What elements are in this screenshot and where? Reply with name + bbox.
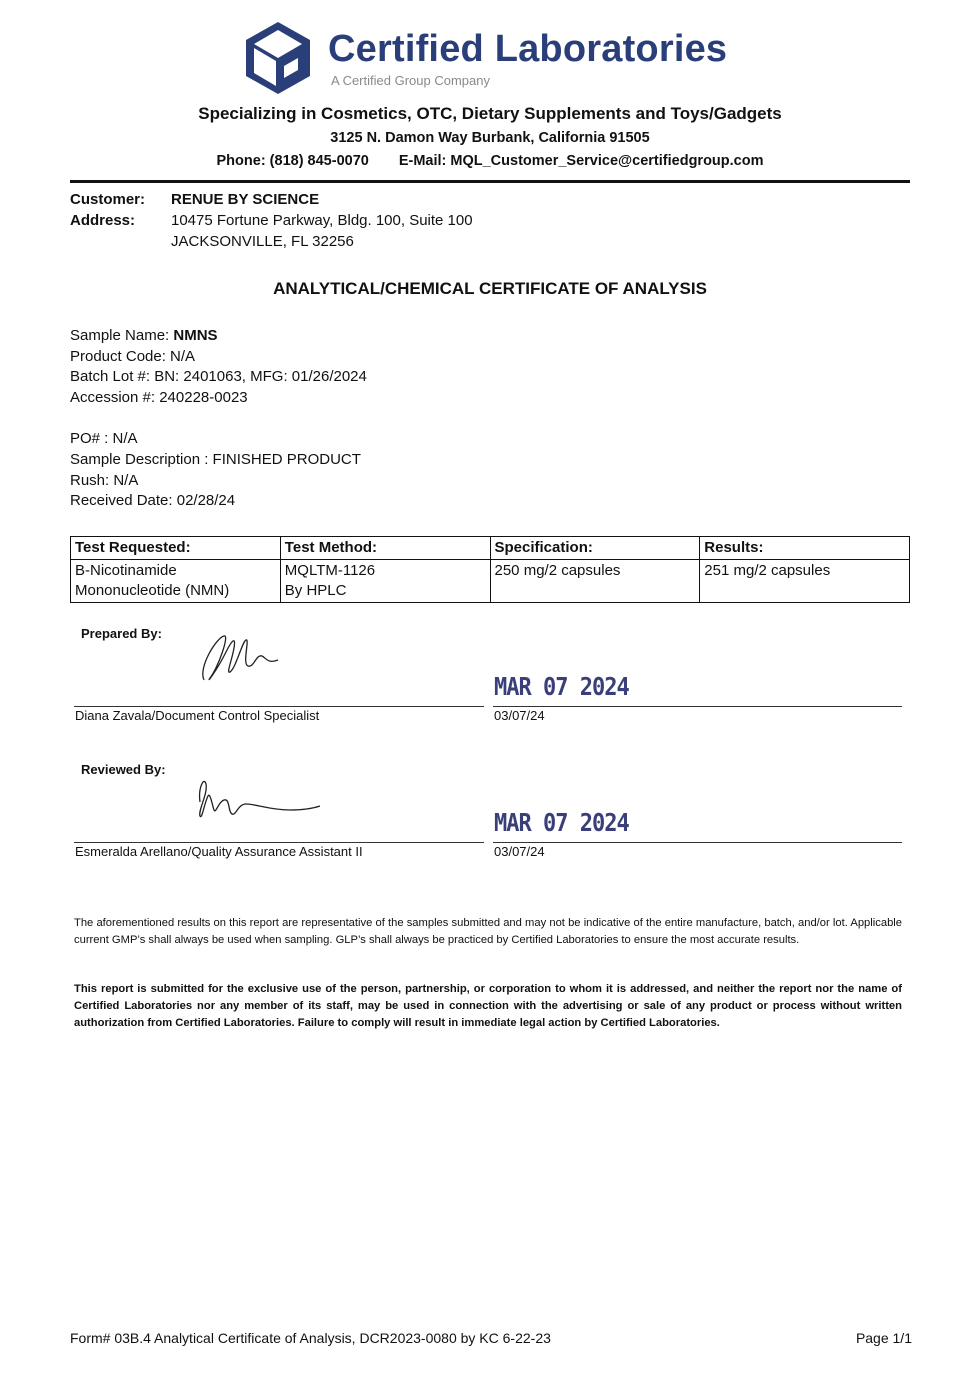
company-address: 3125 N. Damon Way Burbank, California 91505 [330, 130, 650, 146]
sample-name [70, 327, 218, 344]
company-phone: Phone: (818) 845-0070 [216, 153, 369, 169]
batch-lot: Batch Lot #: BN: 2401063, MFG: 01/26/2024 [70, 368, 367, 385]
accession-number: Accession #: 240228-0023 [70, 389, 248, 406]
prepared-date-line [493, 706, 902, 707]
address-label: Address: [70, 212, 136, 229]
page-number: Page 1/1 [855, 1330, 912, 1346]
cell-test-method [280, 560, 490, 603]
prepared-date-stamp: MAR 07 2024 [494, 673, 629, 702]
customer-name: RENUE BY SCIENCE [171, 191, 320, 208]
header-divider [70, 180, 910, 183]
company-email: E-Mail: MQL_Customer_Service@certifiedgroup.com [398, 153, 764, 169]
sample-name-label: Sample Name: [70, 327, 174, 344]
reviewed-name-line [74, 842, 484, 843]
table-header-row [71, 537, 910, 560]
reviewed-date-line [493, 842, 902, 843]
header-results: Results: [700, 537, 910, 560]
reviewed-date-stamp: MAR 07 2024 [494, 809, 629, 838]
customer-address-line1: 10475 Fortune Parkway, Bldg. 100, Suite 100 [171, 212, 473, 229]
po-number: PO# : N/A [70, 430, 138, 447]
company-tagline: Specializing in Cosmetics, OTC, Dietary Supplements and Toys/Gadgets [198, 104, 782, 123]
header-test-requested: Test Requested: [71, 537, 281, 560]
brand-name: Certified Laboratories [328, 28, 728, 70]
results-table [70, 536, 910, 603]
test-requested-line1: B-Nicotinamide [75, 562, 177, 579]
cell-result: 251 mg/2 capsules [700, 560, 910, 603]
document-title: ANALYTICAL/CHEMICAL CERTIFICATE OF ANALYSIS [273, 279, 707, 298]
form-identifier: Form# 03B.4 Analytical Certificate of Analysis, DCR2023-0080 by KC 6-22-23 [70, 1330, 551, 1346]
received-date: Received Date: 02/28/24 [70, 492, 236, 509]
disclaimer-exclusive-use: This report is submitted for the exclusive use of the person, partnership, or corporation to whom it is addressed, and neither the report nor the name of Certified Laboratories nor any member of its staff, may be used in connection with the advertising or sale of any product or process without written authorization from Certified Laboratories. Failure to comply will result in immediate legal action by Certified Laboratories. [74, 983, 902, 1029]
cell-specification: 250 mg/2 capsules [490, 560, 700, 603]
reviewed-date: 03/07/24 [494, 844, 545, 859]
prepared-signature-icon [196, 628, 286, 688]
customer-address-line2: JACKSONVILLE, FL 32256 [171, 233, 354, 250]
sample-name-value: NMNS [173, 327, 218, 344]
cell-test-requested [71, 560, 281, 603]
prepared-name-line [74, 706, 484, 707]
certified-labs-logo-icon [240, 20, 316, 96]
brand-subtitle: A Certified Group Company [331, 73, 490, 88]
test-requested-line2: Mononucleotide (NMN) [75, 582, 230, 599]
test-method-line1: MQLTM-1126 [284, 562, 376, 579]
company-contact [0, 153, 980, 169]
prepared-date: 03/07/24 [494, 708, 545, 723]
reviewed-by-label: Reviewed By: [81, 762, 166, 777]
prepared-by-name: Diana Zavala/Document Control Specialist [75, 708, 320, 723]
reviewed-by-name: Esmeralda Arellano/Quality Assurance Assistant II [75, 844, 363, 859]
customer-label: Customer: [70, 191, 146, 208]
header-specification: Specification: [490, 537, 700, 560]
reviewed-signature-icon [190, 774, 330, 824]
table-row [71, 560, 910, 603]
sample-description: Sample Description : FINISHED PRODUCT [70, 451, 361, 468]
prepared-by-label: Prepared By: [81, 626, 162, 641]
rush: Rush: N/A [70, 472, 139, 489]
header-test-method: Test Method: [280, 537, 490, 560]
disclaimer-representative: The aforementioned results on this report are representative of the samples submitted and may not be indicative of the entire manufacture, batch, and/or lot. Applicable current GMP’s shall always be used when sampling. GLP’s shall always be practiced by Certified Laboratories to ensure the most accurate results. [74, 917, 902, 946]
test-method-line2: By HPLC [284, 582, 347, 599]
product-code: Product Code: N/A [70, 348, 196, 365]
